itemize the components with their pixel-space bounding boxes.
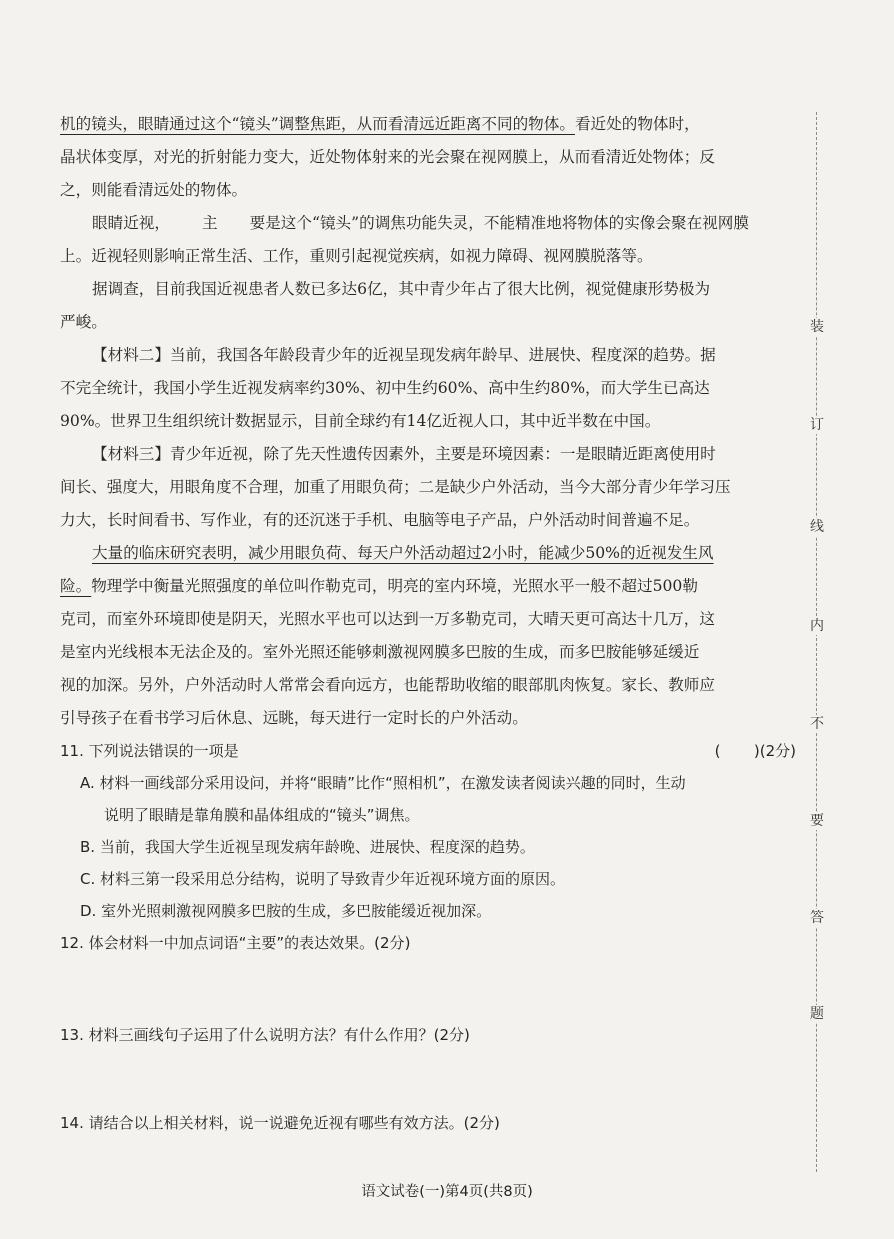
passage-line: 上。近视轻则影响正常生活、工作，重则引起视觉疾病，如视力障碍、视网膜脱落等。	[60, 247, 653, 265]
passage-line: 严峻。	[60, 313, 107, 331]
answer-area-12[interactable]	[60, 959, 796, 1019]
passage-line: 【材料三】青少年近视，除了先天性遗传因素外，主要是环境因素：一是眼睛近距离使用时	[92, 445, 716, 463]
passage-line: 【材料二】当前，我国各年龄段青少年的近视呈现发病年龄早、进展快、程度深的趋势。据	[92, 346, 716, 364]
passage-line: 不完全统计，我国小学生近视发病率约30%、初中生约60%、高中生约80%，而大学生已高达	[60, 379, 710, 397]
binding-char: 订	[806, 416, 828, 434]
question-14: 14. 请结合以上相关材料，说一说避免近视有哪些有效方法。(2分)	[60, 1114, 500, 1132]
passage-line: 据调查，目前我国近视患者人数已多达6亿，其中青少年占了很大比例，视觉健康形势极为	[92, 280, 711, 298]
binding-char: 内	[806, 617, 828, 635]
text-span: 物理学中衡量光照强度的单位叫作勒克司，明亮的室内环境，光照水平一般不超过500勒	[91, 577, 698, 595]
answer-area-13[interactable]	[60, 1051, 796, 1107]
binding-char: 要	[806, 812, 828, 830]
passage-and-questions	[60, 108, 796, 1195]
passage-line: 之，则能看清远处的物体。	[60, 181, 248, 199]
question-13: 13. 材料三画线句子运用了什么说明方法？有什么作用？(2分)	[60, 1026, 470, 1044]
passage-line	[60, 570, 796, 603]
passage-line	[60, 108, 796, 141]
answer-box[interactable]: ( )(2分)	[714, 742, 796, 760]
page-footer: 语文试卷(一)第4页(共8页)	[361, 1184, 533, 1200]
binding-margin	[806, 112, 828, 1172]
passage-line: 视的加深。另外，户外活动时人常常会看向远方，也能帮助收缩的眼部肌肉恢复。家长、教师应	[60, 676, 715, 694]
passage-line: 是室内光线根本无法企及的。室外光照还能够刺激视网膜多巴胺的生成，而多巴胺能够延缓近	[60, 643, 700, 661]
binding-char: 线	[806, 518, 828, 536]
binding-char: 装	[806, 318, 828, 336]
passage-line: 引导孩子在看书学习后休息、远眺，每天进行一定时长的户外活动。	[60, 709, 528, 727]
option-b: B. 当前，我国大学生近视呈现发病年龄晚、进展快、程度深的趋势。	[80, 838, 535, 856]
binding-char: 不	[806, 715, 828, 733]
passage-line: 间长、强度大，用眼角度不合理，加重了用眼负荷；二是缺少户外活动，当今大部分青少年学习压	[60, 478, 731, 496]
text-span: 看近处的物体时，	[574, 115, 700, 133]
passage-line	[60, 207, 796, 240]
passage-line: 90%。世界卫生组织统计数据显示，目前全球约有14亿近视人口，其中近半数在中国。	[60, 412, 661, 430]
question-11	[60, 735, 796, 767]
underlined-sentence: 机的镜头，眼睛通过这个“镜头”调整焦距，从而看清远近距离不同的物体。	[60, 115, 575, 133]
option-c: C. 材料三第一段采用总分结构，说明了导致青少年近视环境方面的原因。	[80, 870, 566, 888]
option-a: A. 材料一画线部分采用设问，并将“眼睛”比作“照相机”，在激发读者阅读兴趣的同时，生动	[80, 774, 686, 792]
passage-line	[60, 537, 796, 570]
underlined-sentence: 险。	[60, 577, 92, 595]
passage-line: 晶状体变厚，对光的折射能力变大，近处物体射来的光会聚在视网膜上，从而看清近处物体；反	[60, 148, 715, 166]
binding-char: 题	[806, 1005, 828, 1023]
text-span: 眼睛近视，	[92, 214, 170, 232]
question-12: 12. 体会材料一中加点词语“主要”的表达效果。(2分)	[60, 934, 411, 952]
underlined-sentence: 大量的临床研究表明，减少用眼负荷、每天户外活动超过2小时，能减少50%的近视发生风	[92, 544, 714, 562]
option-a-continued: 说明了眼睛是靠角膜和晶体组成的“镜头”调焦。	[104, 806, 420, 824]
binding-char: 答	[806, 909, 828, 927]
option-d: D. 室外光照刺激视网膜多巴胺的生成，多巴胺能缓近视加深。	[80, 902, 492, 920]
passage-line: 克司，而室外环境即使是阴天，光照水平也可以达到一万多勒克司，大晴天更可高达十几万，这	[60, 610, 715, 628]
dotted-char: 主	[170, 207, 218, 240]
question-stem: 11. 下列说法错误的一项是	[60, 742, 239, 760]
dotted-char: 要	[218, 207, 266, 240]
text-span: 是这个“镜头”的调焦功能失灵，不能精准地将物体的实像会聚在视网膜	[265, 214, 749, 232]
passage-line: 力大，长时间看书、写作业，有的还沉迷于手机、电脑等电子产品，户外活动时间普遍不足。	[60, 511, 700, 529]
